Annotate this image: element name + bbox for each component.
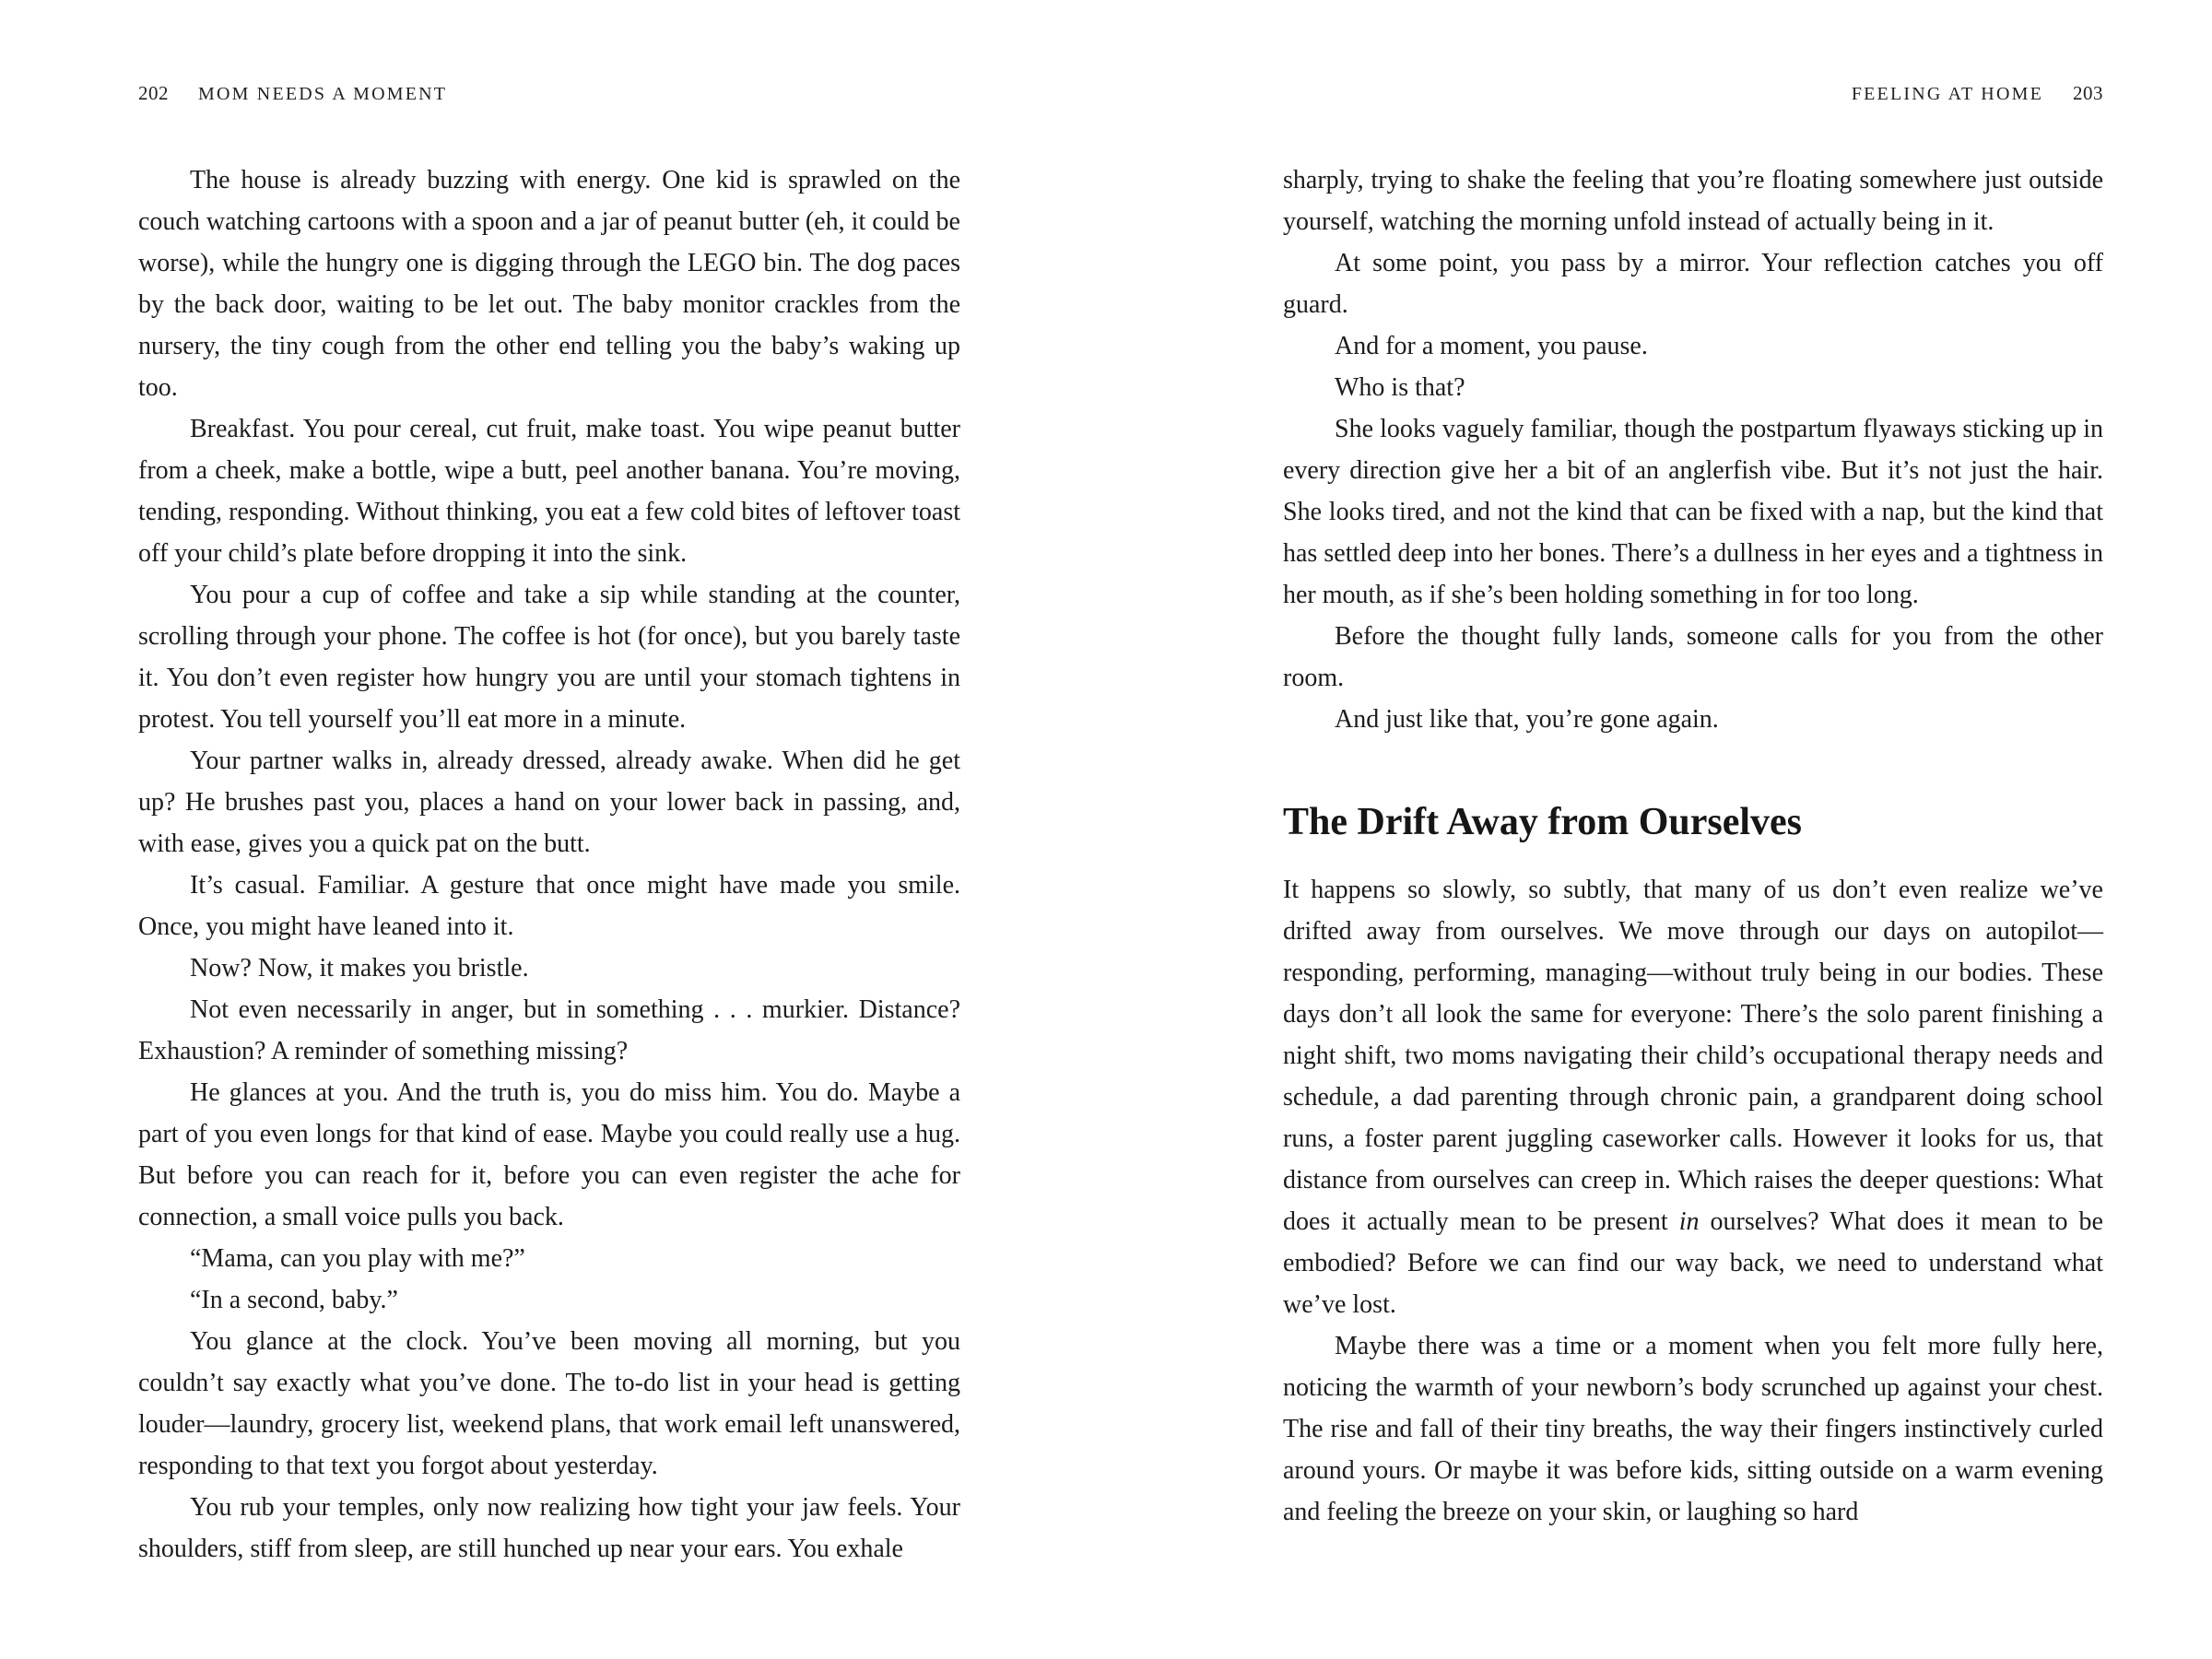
left-running-head-title: MOM NEEDS A MOMENT [198,84,448,104]
paragraph: Not even necessarily in anger, but in something . . . murkier. Distance? Exhaustion? A reminder of something missing? [138,995,960,1065]
paragraph: And just like that, you’re gone again. [1335,705,1719,734]
paragraph: Breakfast. You pour cereal, cut fruit, make toast. You wipe peanut butter from a cheek, make a bottle, wipe a butt, peel another banana. You’re moving, tending, responding. Without thinking, you eat a few cold bites of leftover toast off your child’s plate before dropping it into the sink. [138,415,960,568]
paragraph: At some point, you pass by a mirror. Your reflection catches you off guard. [1283,249,2103,319]
paragraph [1283,869,2103,1325]
emphasized-word: in [1678,1207,1700,1236]
left-page [138,81,960,1570]
paragraph-text: ourselves? What does it mean to be embodied? Before we can find our way back, we need to understand what we’ve lost. [1283,1207,2103,1319]
dialogue-line: “In a second, baby.” [190,1286,398,1314]
section-heading: The Drift Away from Ourselves [1283,801,1803,843]
paragraph: The house is already buzzing with energy. One kid is sprawled on the couch watching cartoons with a spoon and a jar of peanut butter (eh, it could be worse), while the hungry one is digging through the LEGO bin. The dog paces by the back door, waiting to be let out. The baby monitor crackles from the nursery, the tiny cough from the other end telling you the baby’s waking up too. [138,166,960,402]
paragraph: You pour a cup of coffee and take a sip while standing at the counter, scrolling through your phone. The coffee is hot (for once), but you barely taste it. You don’t even register how hungry you are until your stomach tightens in protest. You tell yourself you’ll eat more in a minute. [138,581,960,734]
left-running-head [138,81,960,106]
paragraph-text: It happens so slowly, so subtly, that many of us don’t even realize we’ve drifted away from ourselves. We move through our days on autopilot—responding, performing, managing—without truly being in our bodies. These days don’t all look the same for everyone: There’s the solo parent finishing a night shift, two moms navigating their child’s occupational therapy needs and schedule, a dad parenting through chronic pain, a grandparent doing school runs, a foster parent juggling caseworker calls. However it looks for us, that distance from ourselves can creep in. Which raises the deeper questions: What does it actually mean to be present [1283,876,2103,1236]
left-page-body [138,159,960,1570]
paragraph: You rub your temples, only now realizing how tight your jaw feels. Your shoulders, stiff from sleep, are still hunched up near your ears. You exhale [138,1493,960,1563]
dialogue-line: “Mama, can you play with me?” [190,1244,525,1273]
right-page [1283,81,2103,1533]
paragraph: Maybe there was a time or a moment when you felt more fully here, noticing the warmth of your newborn’s body scrunched up against your chest. The rise and fall of their tiny breaths, the way their fingers instinctively curled around yours. Or maybe it was before kids, sitting outside on a warm evening and feeling the breeze on your skin, or laughing so hard [1283,1332,2103,1526]
paragraph: She looks vaguely familiar, though the postpartum flyaways sticking up in every direction give her a bit of an anglerfish vibe. But it’s not just the hair. She looks tired, and not the kind that can be fixed with a nap, but the kind that has settled deep into her bones. There’s a dullness in her eyes and a tightness in her mouth, as if she’s been holding something in for too long. [1283,415,2103,609]
paragraph: He glances at you. And the truth is, you do miss him. You do. Maybe a part of you even longs for that kind of ease. Maybe you could really use a hug. But before you can reach for it, before you can even register the ache for connection, a small voice pulls you back. [138,1078,960,1231]
paragraph: It’s casual. Familiar. A gesture that once might have made you smile. Once, you might have leaned into it. [138,871,960,941]
paragraph: And for a moment, you pause. [1335,332,1648,360]
paragraph: You glance at the clock. You’ve been moving all morning, but you couldn’t say exactly what you’ve done. The to-do list in your head is getting louder—laundry, grocery list, weekend plans, that work email left unanswered, responding to that text you forgot about yesterday. [138,1327,960,1480]
paragraph: sharply, trying to shake the feeling that you’re floating somewhere just outside yourself, watching the morning unfold instead of actually being in it. [1283,166,2103,236]
paragraph: Now? Now, it makes you bristle. [190,954,529,982]
left-page-number: 202 [138,82,169,104]
right-running-head-title: FEELING AT HOME [1851,84,2043,104]
right-page-body [1283,159,2103,1533]
paragraph: Your partner walks in, already dressed, already awake. When did he get up? He brushes past you, places a hand on your lower back in passing, and, with ease, gives you a quick pat on the butt. [138,747,960,858]
right-running-head [1283,81,2103,106]
paragraph: Who is that? [1335,373,1465,402]
paragraph: Before the thought fully lands, someone calls for you from the other room. [1283,622,2103,692]
right-page-number: 203 [2073,82,2103,104]
